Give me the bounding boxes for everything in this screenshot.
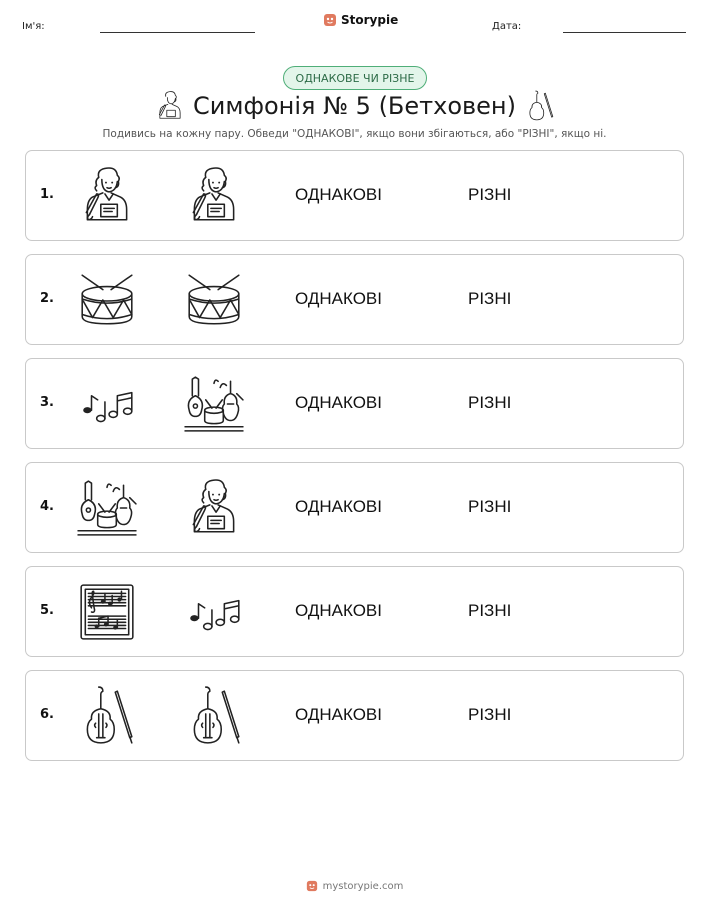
date-label: Дата: (492, 21, 522, 32)
beethoven-icon (183, 477, 245, 539)
sheet-music-icon (76, 581, 138, 643)
activity-type-badge: ОДНАКОВЕ ЧИ РІЗНЕ (283, 66, 427, 90)
option-different[interactable]: РІЗНІ (468, 289, 512, 308)
option-different[interactable]: РІЗНІ (468, 497, 512, 516)
exercise-row (25, 358, 684, 449)
option-different[interactable]: РІЗНІ (468, 705, 512, 724)
drum-icon (183, 269, 245, 331)
option-same[interactable]: ОДНАКОВІ (295, 497, 382, 516)
brand-logo (323, 13, 398, 27)
brand-name: Storypie (341, 13, 399, 27)
storypie-logo-icon (323, 13, 337, 27)
name-field-line[interactable] (100, 32, 255, 33)
exercise-row (25, 462, 684, 553)
option-same[interactable]: ОДНАКОВІ (295, 705, 382, 724)
option-same[interactable]: ОДНАКОВІ (295, 601, 382, 620)
row-number: 5. (40, 603, 54, 618)
option-same[interactable]: ОДНАКОВІ (295, 185, 382, 204)
exercise-row (25, 150, 684, 241)
drum-icon (76, 269, 138, 331)
row-number: 1. (40, 187, 54, 202)
violin-title-icon (524, 90, 556, 122)
row-number: 6. (40, 707, 54, 722)
music-notes-icon (76, 373, 138, 435)
footer (0, 880, 709, 892)
orchestra-instruments-icon (183, 373, 245, 435)
instructions-text: Подивись на кожну пару. Обведи "ОДНАКОВІ", якщо вони збігаються, або "РІЗНІ", якщо ні. (102, 128, 607, 140)
row-number: 3. (40, 395, 54, 410)
option-different[interactable]: РІЗНІ (468, 393, 512, 412)
row-number: 4. (40, 499, 54, 514)
option-different[interactable]: РІЗНІ (468, 601, 512, 620)
date-field-line[interactable] (563, 32, 686, 33)
storypie-footer-logo-icon (306, 880, 318, 892)
name-label: Ім'я: (22, 21, 45, 32)
violin-icon (183, 685, 245, 747)
footer-site: mystorypie.com (322, 880, 404, 892)
exercise-row (25, 254, 684, 345)
beethoven-icon (183, 165, 245, 227)
option-same[interactable]: ОДНАКОВІ (295, 393, 382, 412)
exercise-row (25, 670, 684, 761)
exercise-row (25, 566, 684, 657)
beethoven-icon (76, 165, 138, 227)
option-same[interactable]: ОДНАКОВІ (295, 289, 382, 308)
row-number: 2. (40, 291, 54, 306)
music-notes-icon (183, 581, 245, 643)
page-title: Симфонія № 5 (Бетховен) (192, 92, 516, 120)
orchestra-instruments-icon (76, 477, 138, 539)
violin-icon (76, 685, 138, 747)
option-different[interactable]: РІЗНІ (468, 185, 512, 204)
